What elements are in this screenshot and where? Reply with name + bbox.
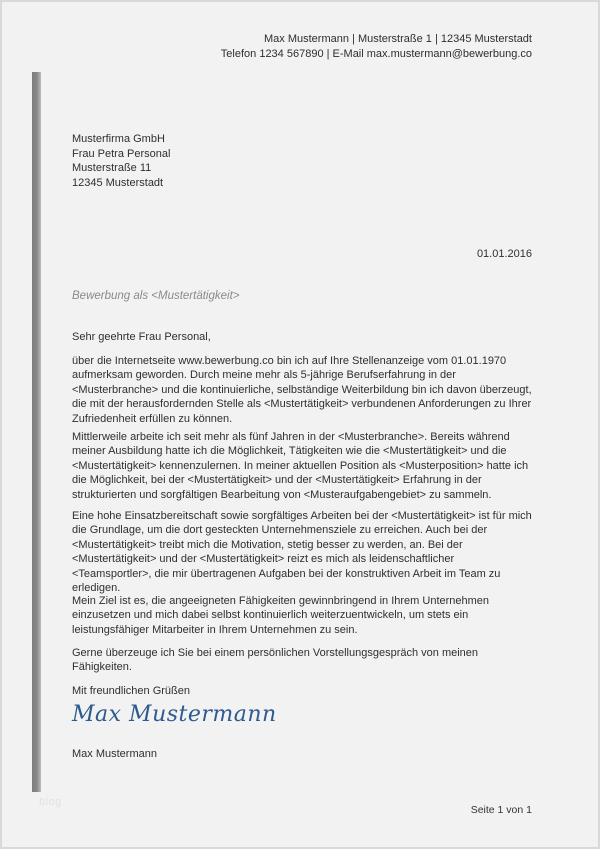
letter-date: 01.01.2016: [476, 248, 532, 260]
handwritten-signature: Max Mustermann: [72, 702, 277, 727]
recipient-company: Musterfirma GmbH: [72, 133, 165, 145]
body-paragraph: über die Internetseite www.bewerbung.co bin ich auf Ihre Stellenanzeige vom 01.01.1970 aufmerksam geworden. Durch meine mehr als 5-jährige Berufserfahrung in der <Musterbranche> und die kontinuierliche, selbständige Weiterbildung bin ich davon überzeugt, die mit der herausfordernden Stelle als <Mustertätigkeit> verbundenen Anforderungen zu Ihrer Zufriedenheit erfüllen zu können.: [72, 355, 532, 425]
sender-contact-line: Max Mustermann | Musterstraße 1 | 12345 Musterstadt: [264, 33, 532, 45]
blog-watermark: blog: [39, 796, 62, 808]
recipient-address-block: [72, 132, 170, 190]
salutation: Sehr geehrte Frau Personal,: [72, 331, 211, 343]
recipient-city: 12345 Musterstadt: [72, 176, 164, 189]
body-paragraph: Eine hohe Einsatzbereitschaft sowie sorgfältiges Arbeiten bei der <Mustertätigkeit> ist für mich die Grundlage, um die dort gesteckten Unternehmensziele zu erreichen. Auch bei der <Mustertätigkeit> treibt mich die Motivation, stetig besser zu werden, an. Bei der <Mustertätigkeit> und der <Mustertätigkeit> reizt es mich als leidenschaftlicher <Teamsportler>, die mir übertragenen Aufgaben bei der konstruktiven Arbeit im Team zu erledigen.: [72, 510, 532, 595]
recipient-street: Musterstraße 11: [72, 162, 152, 175]
left-accent-bar: [32, 72, 41, 792]
subject-line: Bewerbung als <Mustertätigkeit>: [72, 290, 240, 302]
sender-phone-email-line: Telefon 1234 567890 | E-Mail max.mustermann@bewerbung.co: [220, 47, 532, 60]
page-number: Seite 1 von 1: [470, 804, 532, 816]
recipient-contact-person: Frau Petra Personal: [72, 147, 171, 160]
body-paragraph: Gerne überzeuge ich Sie bei einem persönlichen Vorstellungsgespräch von meinen Fähigkeiten.: [72, 647, 479, 674]
body-paragraph: Mittlerweile arbeite ich seit mehr als fünf Jahren in der <Musterbranche>. Bereits während meiner Ausbildung hatte ich die Möglichkeit, Tätigkeiten wie die <Mustertätigkeit> und die <Mustertätigkeit> kennenzulernen. In meiner aktuellen Position als <Musterposition> hatte ich die Möglichkeit, bei der <Mustertätigkeit> und der <Mustertätigkeit> Erfahrung in der strukturierten und sorgfältigen Bearbeitung von <Musteraufgabengebiet> zu sammeln.: [72, 431, 529, 501]
sender-header: [221, 32, 532, 61]
body-paragraph: Mein Ziel ist es, die angeeigneten Fähigkeiten gewinnbringend in Ihrem Unternehmen einzusetzen und mich dabei selbst kontinuierlich weiterzuentwickeln, um stets ein leistungsfähiger Mitarbeiter in Ihrem Unternehmen zu sein.: [72, 595, 490, 636]
closing-phrase: Mit freundlichen Grüßen: [72, 685, 190, 697]
printed-name: Max Mustermann: [72, 748, 157, 760]
